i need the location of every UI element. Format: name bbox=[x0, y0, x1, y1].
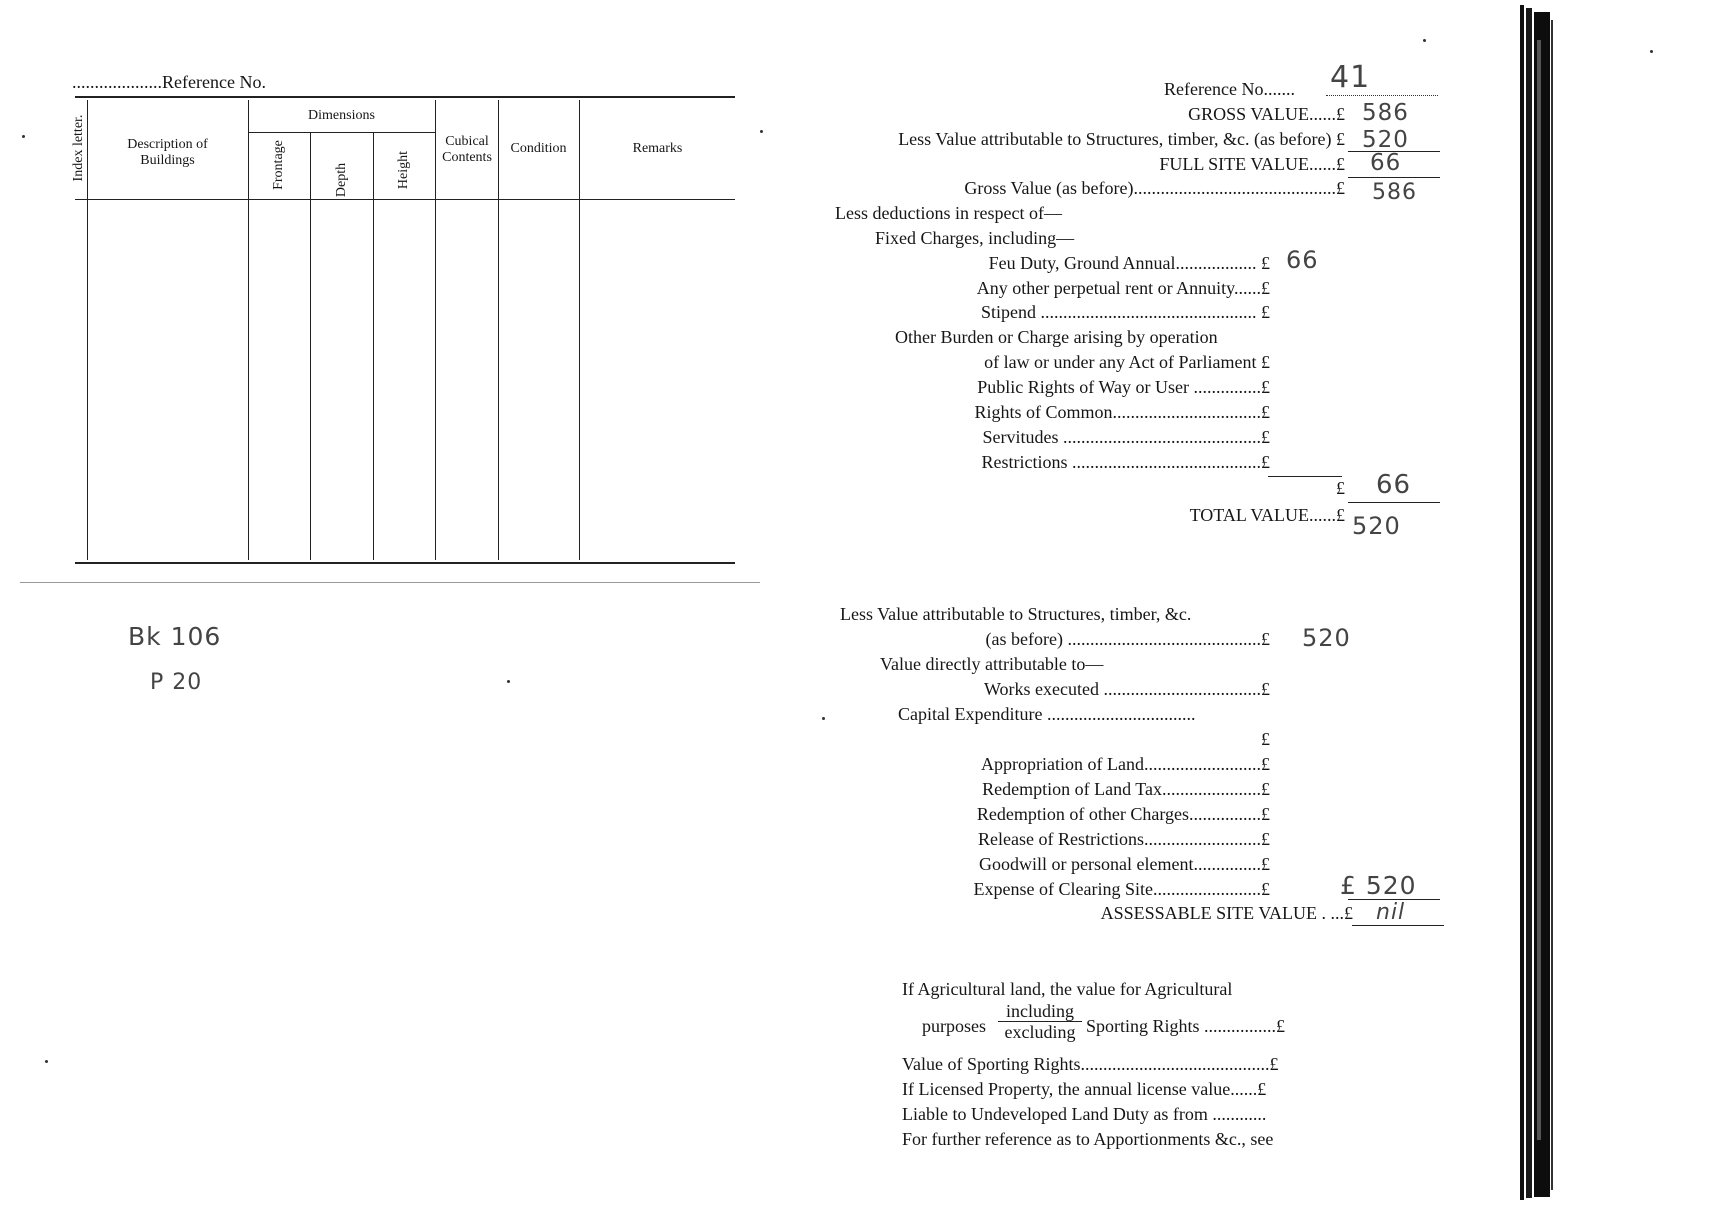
restrictions-label: Restrictions ..........................................£ bbox=[981, 452, 1270, 472]
header-remarks: Remarks bbox=[632, 141, 683, 156]
handwritten-page-note: P 20 bbox=[150, 670, 203, 695]
release-restrictions-label: Release of Restrictions..........................£ bbox=[978, 829, 1270, 849]
capital-expenditure-pound: £ bbox=[1261, 729, 1270, 749]
gross-value-before: 586 bbox=[1372, 180, 1417, 205]
agricultural-line: If Agricultural land, the value for Agricultural bbox=[902, 979, 1233, 999]
header-cubical-contents-text: Cubical Contents bbox=[442, 134, 492, 165]
scan-speck bbox=[760, 130, 763, 133]
deductions-total-label: £ bbox=[1336, 478, 1345, 498]
public-rights-label: Public Rights of Way or User ...............£ bbox=[977, 377, 1270, 397]
scan-speck bbox=[1423, 39, 1426, 42]
scan-speck bbox=[45, 1060, 48, 1063]
assessable-site-value: nil bbox=[1376, 900, 1406, 925]
gross-value-label: GROSS VALUE......£ bbox=[1188, 104, 1345, 124]
excluding-label: excluding bbox=[1004, 1022, 1076, 1042]
undeveloped-land-label: Liable to Undeveloped Land Duty as from ............ bbox=[902, 1104, 1267, 1124]
header-cubical-contents bbox=[436, 134, 498, 166]
left-page-bottom-edge bbox=[20, 582, 760, 583]
including-excluding-fraction bbox=[998, 1002, 1082, 1042]
left-reference-label: ....................Reference No. bbox=[72, 72, 266, 92]
total-value: 520 bbox=[1352, 512, 1401, 540]
binding-spine bbox=[1510, 0, 1560, 1217]
value-directly-label: Value directly attributable to— bbox=[880, 654, 1104, 674]
appropriation-label: Appropriation of Land..........................£ bbox=[981, 754, 1270, 774]
other-burden-label: Other Burden or Charge arising by operation bbox=[895, 327, 1218, 347]
as-before-value: 520 bbox=[1302, 624, 1351, 652]
including-label: including bbox=[998, 1002, 1082, 1022]
redemption-land-tax-label: Redemption of Land Tax......................£ bbox=[982, 779, 1270, 799]
scan-speck bbox=[822, 717, 825, 720]
servitudes-label: Servitudes ............................................£ bbox=[982, 427, 1270, 447]
total-value-label: TOTAL VALUE......£ bbox=[1189, 505, 1345, 525]
header-condition: Condition bbox=[510, 141, 567, 156]
header-description-text: Description of Buildings bbox=[127, 137, 208, 168]
redemption-other-label: Redemption of other Charges................£ bbox=[976, 804, 1270, 824]
as-before-label: (as before) ...........................................£ bbox=[985, 629, 1270, 649]
feu-duty-label: Feu Duty, Ground Annual.................. £ bbox=[988, 253, 1270, 273]
licensed-property-label: If Licensed Property, the annual license value......£ bbox=[902, 1079, 1267, 1099]
value-sporting-rights-label: Value of Sporting Rights..........................................£ bbox=[902, 1054, 1279, 1074]
header-dimensions: Dimensions bbox=[308, 108, 375, 123]
less-structures-label: Less Value attributable to Structures, timber, &c. (as before) £ bbox=[898, 129, 1345, 149]
scan-speck bbox=[22, 135, 25, 138]
perpetual-rent-label: Any other perpetual rent or Annuity......£ bbox=[976, 278, 1270, 298]
assessable-site-value-label: ASSESSABLE SITE VALUE . ...£ bbox=[1100, 903, 1353, 923]
header-depth: Depth bbox=[334, 162, 349, 198]
capital-expenditure-label: Capital Expenditure ................................. bbox=[898, 704, 1196, 724]
scan-speck bbox=[507, 680, 510, 683]
gross-value-before-label: Gross Value (as before).............................................£ bbox=[964, 178, 1345, 198]
clearing-site-label: Expense of Clearing Site........................£ bbox=[973, 879, 1270, 899]
right-reference-value: 41 bbox=[1330, 60, 1371, 95]
gross-value: 586 bbox=[1362, 100, 1409, 126]
header-description bbox=[100, 137, 235, 169]
scan-speck bbox=[1650, 50, 1653, 53]
right-reference-label: Reference No....... bbox=[1164, 79, 1295, 99]
header-height: Height bbox=[396, 150, 411, 190]
sporting-rights-label: Sporting Rights ................£ bbox=[1086, 1016, 1286, 1036]
rights-of-common-label: Rights of Common.................................£ bbox=[974, 402, 1270, 422]
stipend-label: Stipend ................................................ £ bbox=[980, 302, 1270, 322]
apportionments-label: For further reference as to Apportionments &c., see bbox=[902, 1129, 1274, 1149]
works-executed-label: Works executed ...................................£ bbox=[983, 679, 1270, 699]
goodwill-label: Goodwill or personal element...............£ bbox=[979, 854, 1270, 874]
fixed-charges-label: Fixed Charges, including— bbox=[875, 228, 1075, 248]
less-structures-value: 520 bbox=[1362, 127, 1409, 153]
clearing-site-value: £ 520 bbox=[1340, 871, 1417, 900]
purposes-label: purposes bbox=[922, 1016, 986, 1036]
less-deductions-label: Less deductions in respect of— bbox=[835, 203, 1062, 223]
handwritten-book-note: Bk 106 bbox=[128, 622, 222, 651]
full-site-value-label: FULL SITE VALUE......£ bbox=[1159, 154, 1345, 174]
header-frontage: Frontage bbox=[271, 140, 286, 190]
act-of-parliament-label: of law or under any Act of Parliament £ bbox=[984, 352, 1270, 372]
less-structures-2-label: Less Value attributable to Structures, timber, &c. bbox=[840, 604, 1192, 624]
feu-duty-value: 66 bbox=[1286, 246, 1319, 274]
full-site-value: 66 bbox=[1370, 150, 1402, 176]
deductions-total-value: 66 bbox=[1376, 470, 1412, 500]
header-index-letter: Index letter. bbox=[71, 114, 86, 182]
